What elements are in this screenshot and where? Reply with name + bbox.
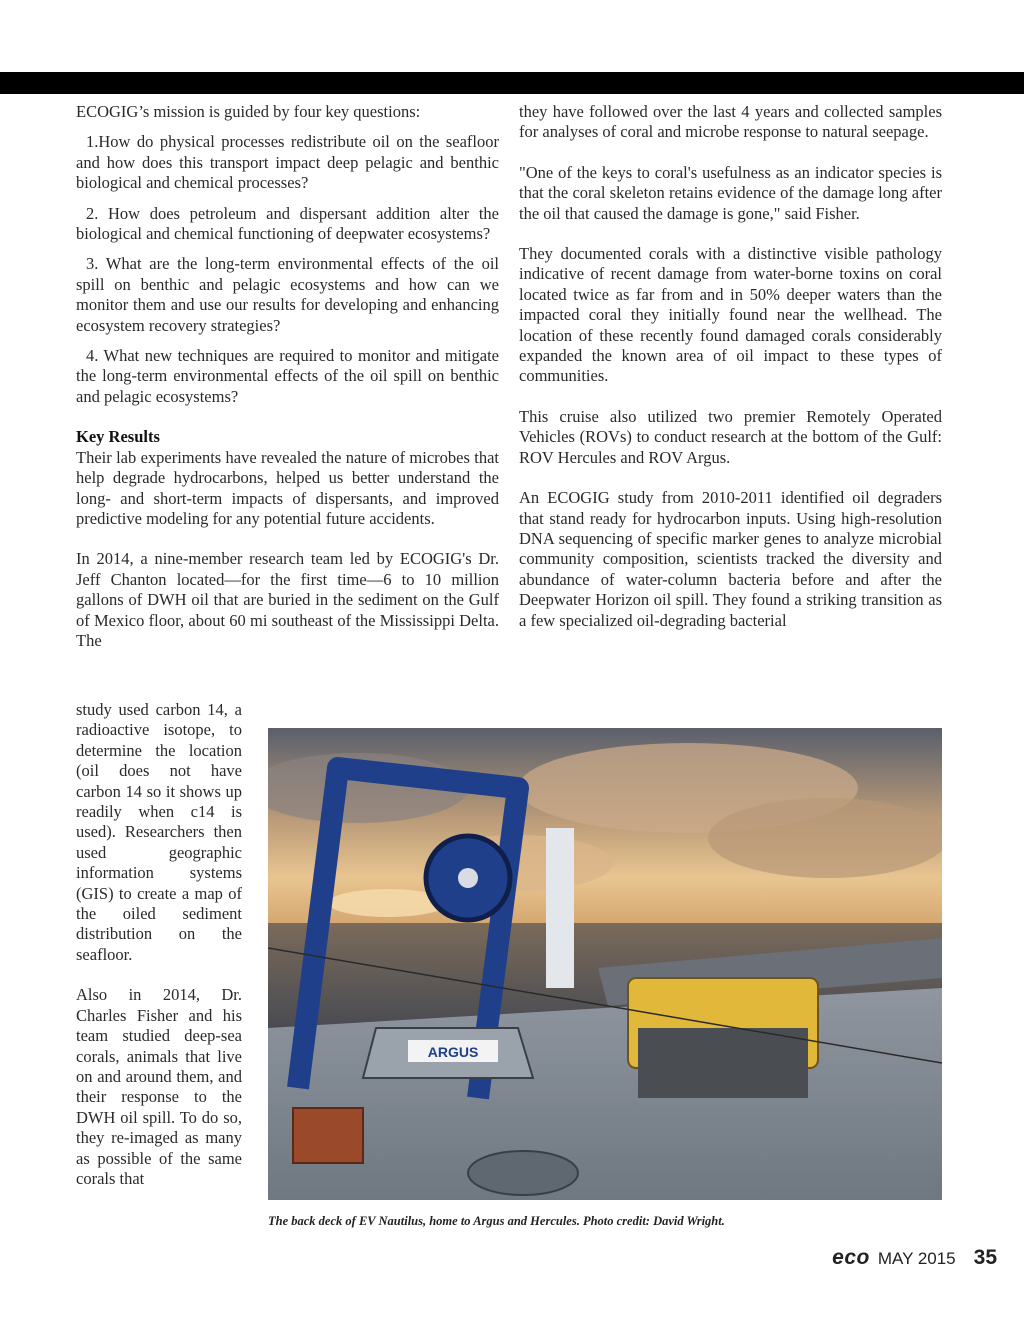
wooden-crate [293,1108,363,1163]
question-2: 2. How does petroleum and dispersant addition alter the biological and chemical functioning of deepwater ecosystems? [76,203,499,244]
issue-date: MAY 2015 [877,1249,956,1268]
top-black-bar [0,72,1024,94]
deck-hatch [468,1151,578,1195]
argus-label: ARGUS [427,1044,479,1060]
coral-pathology-paragraph: They documented corals with a distinctive visible pathology indicative of recent damage from water-borne toxins on coral located twice as far from and in 50% deeper waters than the impacted coral they initially found near the wellhead. The location of these recently found damaged corals considerably expanded the known area of oil impact to these types of communities. [519,244,942,386]
right-paragraph-1: they have followed over the last 4 years and collected samples for analyses of coral and microbe response to natural seepage. [519,102,942,142]
page-number: 35 [973,1246,997,1269]
chanton-paragraph: In 2014, a nine-member research team led by ECOGIG's Dr. Jeff Chanton located—for the first time—6 to 10 million gallons of DWH oil that are buried in the sediment on the Gulf of Mexico floor, about 60 mi southeast of the Mississippi Delta. The [76,549,499,650]
photo-caption: The back deck of EV Nautilus, home to Argus and Hercules. Photo credit: David Wright. [268,1214,725,1228]
fisher-paragraph: Also in 2014, Dr. Charles Fisher and his team studied deep-sea corals, animals that live on and around them, and their response to the DWH oil spill. To do so, they re-imaged as many as possible of the same corals that [76,985,242,1188]
cloud [708,798,942,878]
left-column [76,102,499,651]
question-3: 3. What are the long-term environmental effects of the oil spill on benthic and pelagic ecosystems and how can we monitor them and use our results for developing and enhancing ecosystem recovery strategies? [76,254,499,335]
sheave-hub [458,868,478,888]
rov-paragraph: This cruise also utilized two premier Remotely Operated Vehicles (ROVs) to conduct research at the bottom of the Gulf: ROV Hercules and ROV Argus. [519,406,942,467]
page-footer [832,1246,997,1270]
hercules-frame [638,1028,808,1098]
ship-deck-photo [268,728,942,1200]
deck-crane [546,828,574,988]
wrapped-text-column [76,700,242,1189]
magazine-brand: eco [832,1246,870,1269]
question-4: 4. What new techniques are required to monitor and mitigate the long-term environmental effects of the oil spill on benthic and pelagic ecosystems? [76,346,499,406]
photo-illustration [268,728,942,1200]
key-results-heading: Key Results [76,427,160,447]
right-column [519,102,942,631]
question-1: 1.How do physical processes redistribute oil on the seafloor and how does this transport impact deep pelagic and benthic biological and chemical processes? [76,132,499,193]
oil-degraders-paragraph: An ECOGIG study from 2010-2011 identified oil degraders that stand ready for hydrocarbon inputs. Using high-resolution DNA sequencing of specific marker genes to analyze microbial community composition, scientists tracked the diversity and abundance of water-column bacteria before and after the Deepwater Horizon oil spill. They found a striking transition as a few specialized oil-degrading bacterial [519,488,942,630]
carbon14-paragraph: study used carbon 14, a radioactive isotope, to determine the location (oil does not have carbon 14 so it shows up readily when c14 is used). Researchers then used geographic information systems (GIS) to create a map of the oiled sediment distribution on the seafloor. [76,700,242,964]
intro-text: ECOGIG’s mission is guided by four key questions: [76,102,421,121]
fisher-quote: "One of the keys to coral's usefulness as an indicator species is that the coral skeleton retains evidence of the damage long after the oil that caused the damage is gone," said Fisher. [519,162,942,223]
key-results-text: Their lab experiments have revealed the nature of microbes that help degrade hydrocarbons, helped us better understand the long- and short-term impacts of dispersants, and improved predictive modeling for any potential future accidents. [76,447,499,528]
